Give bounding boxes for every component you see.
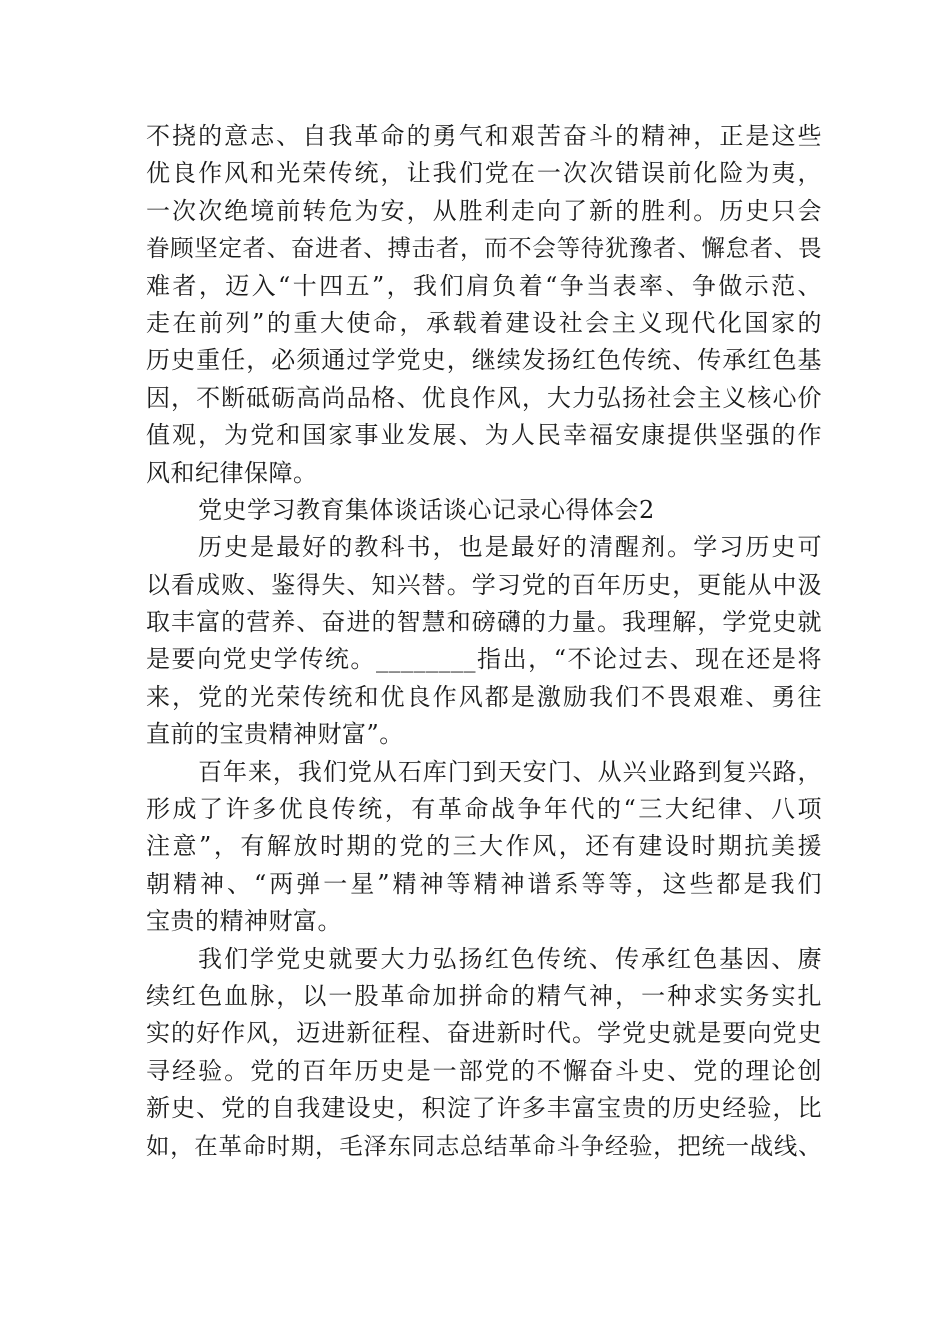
text-line: 一次次绝境前转危为安，从胜利走向了新的胜利。历史只会 (146, 196, 822, 225)
text-line: 历史是最好的教科书，也是最好的清醒剂。学习历史可 (198, 533, 822, 562)
text-line: 注意”，有解放时期的党的三大作风，还有建设时期抗美援 (146, 832, 822, 861)
text-line: 寻经验。党的百年历史是一部党的不懈奋斗史、党的理论创 (146, 1056, 822, 1085)
paragraph-2 (146, 529, 822, 753)
text-line: 直前的宝贵精神财富”。 (146, 720, 404, 749)
text-line: 难者，迈入“十四五”，我们肩负着“争当表率、争做示范、 (146, 271, 822, 300)
text-line: 宝贵的精神财富。 (146, 907, 342, 936)
text-line: 走在前列”的重大使命，承载着建设社会主义现代化国家的 (146, 308, 822, 337)
text-line: 形成了许多优良传统，有革命战争年代的“三大纪律、八项 (146, 795, 822, 824)
text-line: 百年来，我们党从石库门到天安门、从兴业路到复兴路， (198, 757, 822, 786)
text-line: 新史、党的自我建设史，积淀了许多丰富宝贵的历史经验，比 (146, 1094, 822, 1123)
text-line: 来，党的光荣传统和优良作风都是激励我们不畏艰难、勇往 (146, 682, 822, 711)
paragraph-3 (146, 754, 822, 941)
section-title-text: 党史学习教育集体谈话谈心记录心得体会2 (198, 495, 655, 524)
text-line: 风和纪律保障。 (146, 458, 318, 487)
paragraph-1 (146, 118, 822, 492)
text-line: 以看成败、鉴得失、知兴替。学习党的百年历史，更能从中汲 (146, 570, 822, 599)
text-line: 我们学党史就要大力弘扬红色传统、传承红色基因、赓 (198, 944, 822, 973)
text-line: 历史重任，必须通过学党史，继续发扬红色传统、传承红色基 (146, 346, 822, 375)
text-line: 因，不断砥砺高尚品格、优良作风，大力弘扬社会主义核心价 (146, 383, 822, 412)
document-body (146, 118, 822, 1165)
text-line: 不挠的意志、自我革命的勇气和艰苦奋斗的精神，正是这些 (146, 122, 822, 150)
text-line: 眷顾坚定者、奋进者、搏击者，而不会等待犹豫者、懈怠者、畏 (146, 234, 822, 263)
text-line: 朝精神、“两弹一星”精神等精神谱系等等，这些都是我们 (146, 869, 822, 898)
paragraph-4 (146, 941, 822, 1165)
text-line: 续红色血脉，以一股革命加拼命的精气神，一种求实务实扎 (146, 981, 822, 1010)
text-line: 实的好作风，迈进新征程、奋进新时代。学党史就是要向党史 (146, 1019, 822, 1048)
text-line: 取丰富的营养、奋进的智慧和磅礴的力量。我理解，学党史就 (146, 608, 822, 637)
text-line: 优良作风和光荣传统，让我们党在一次次错误前化险为夷， (146, 159, 822, 188)
text-line: 是要向党史学传统。________指出，“不论过去、现在还是将 (146, 645, 822, 674)
section-title (146, 492, 822, 529)
text-line: 值观，为党和国家事业发展、为人民幸福安康提供坚强的作 (146, 421, 822, 450)
text-line: 如，在革命时期，毛泽东同志总结革命斗争经验，把统一战线、 (146, 1131, 822, 1160)
